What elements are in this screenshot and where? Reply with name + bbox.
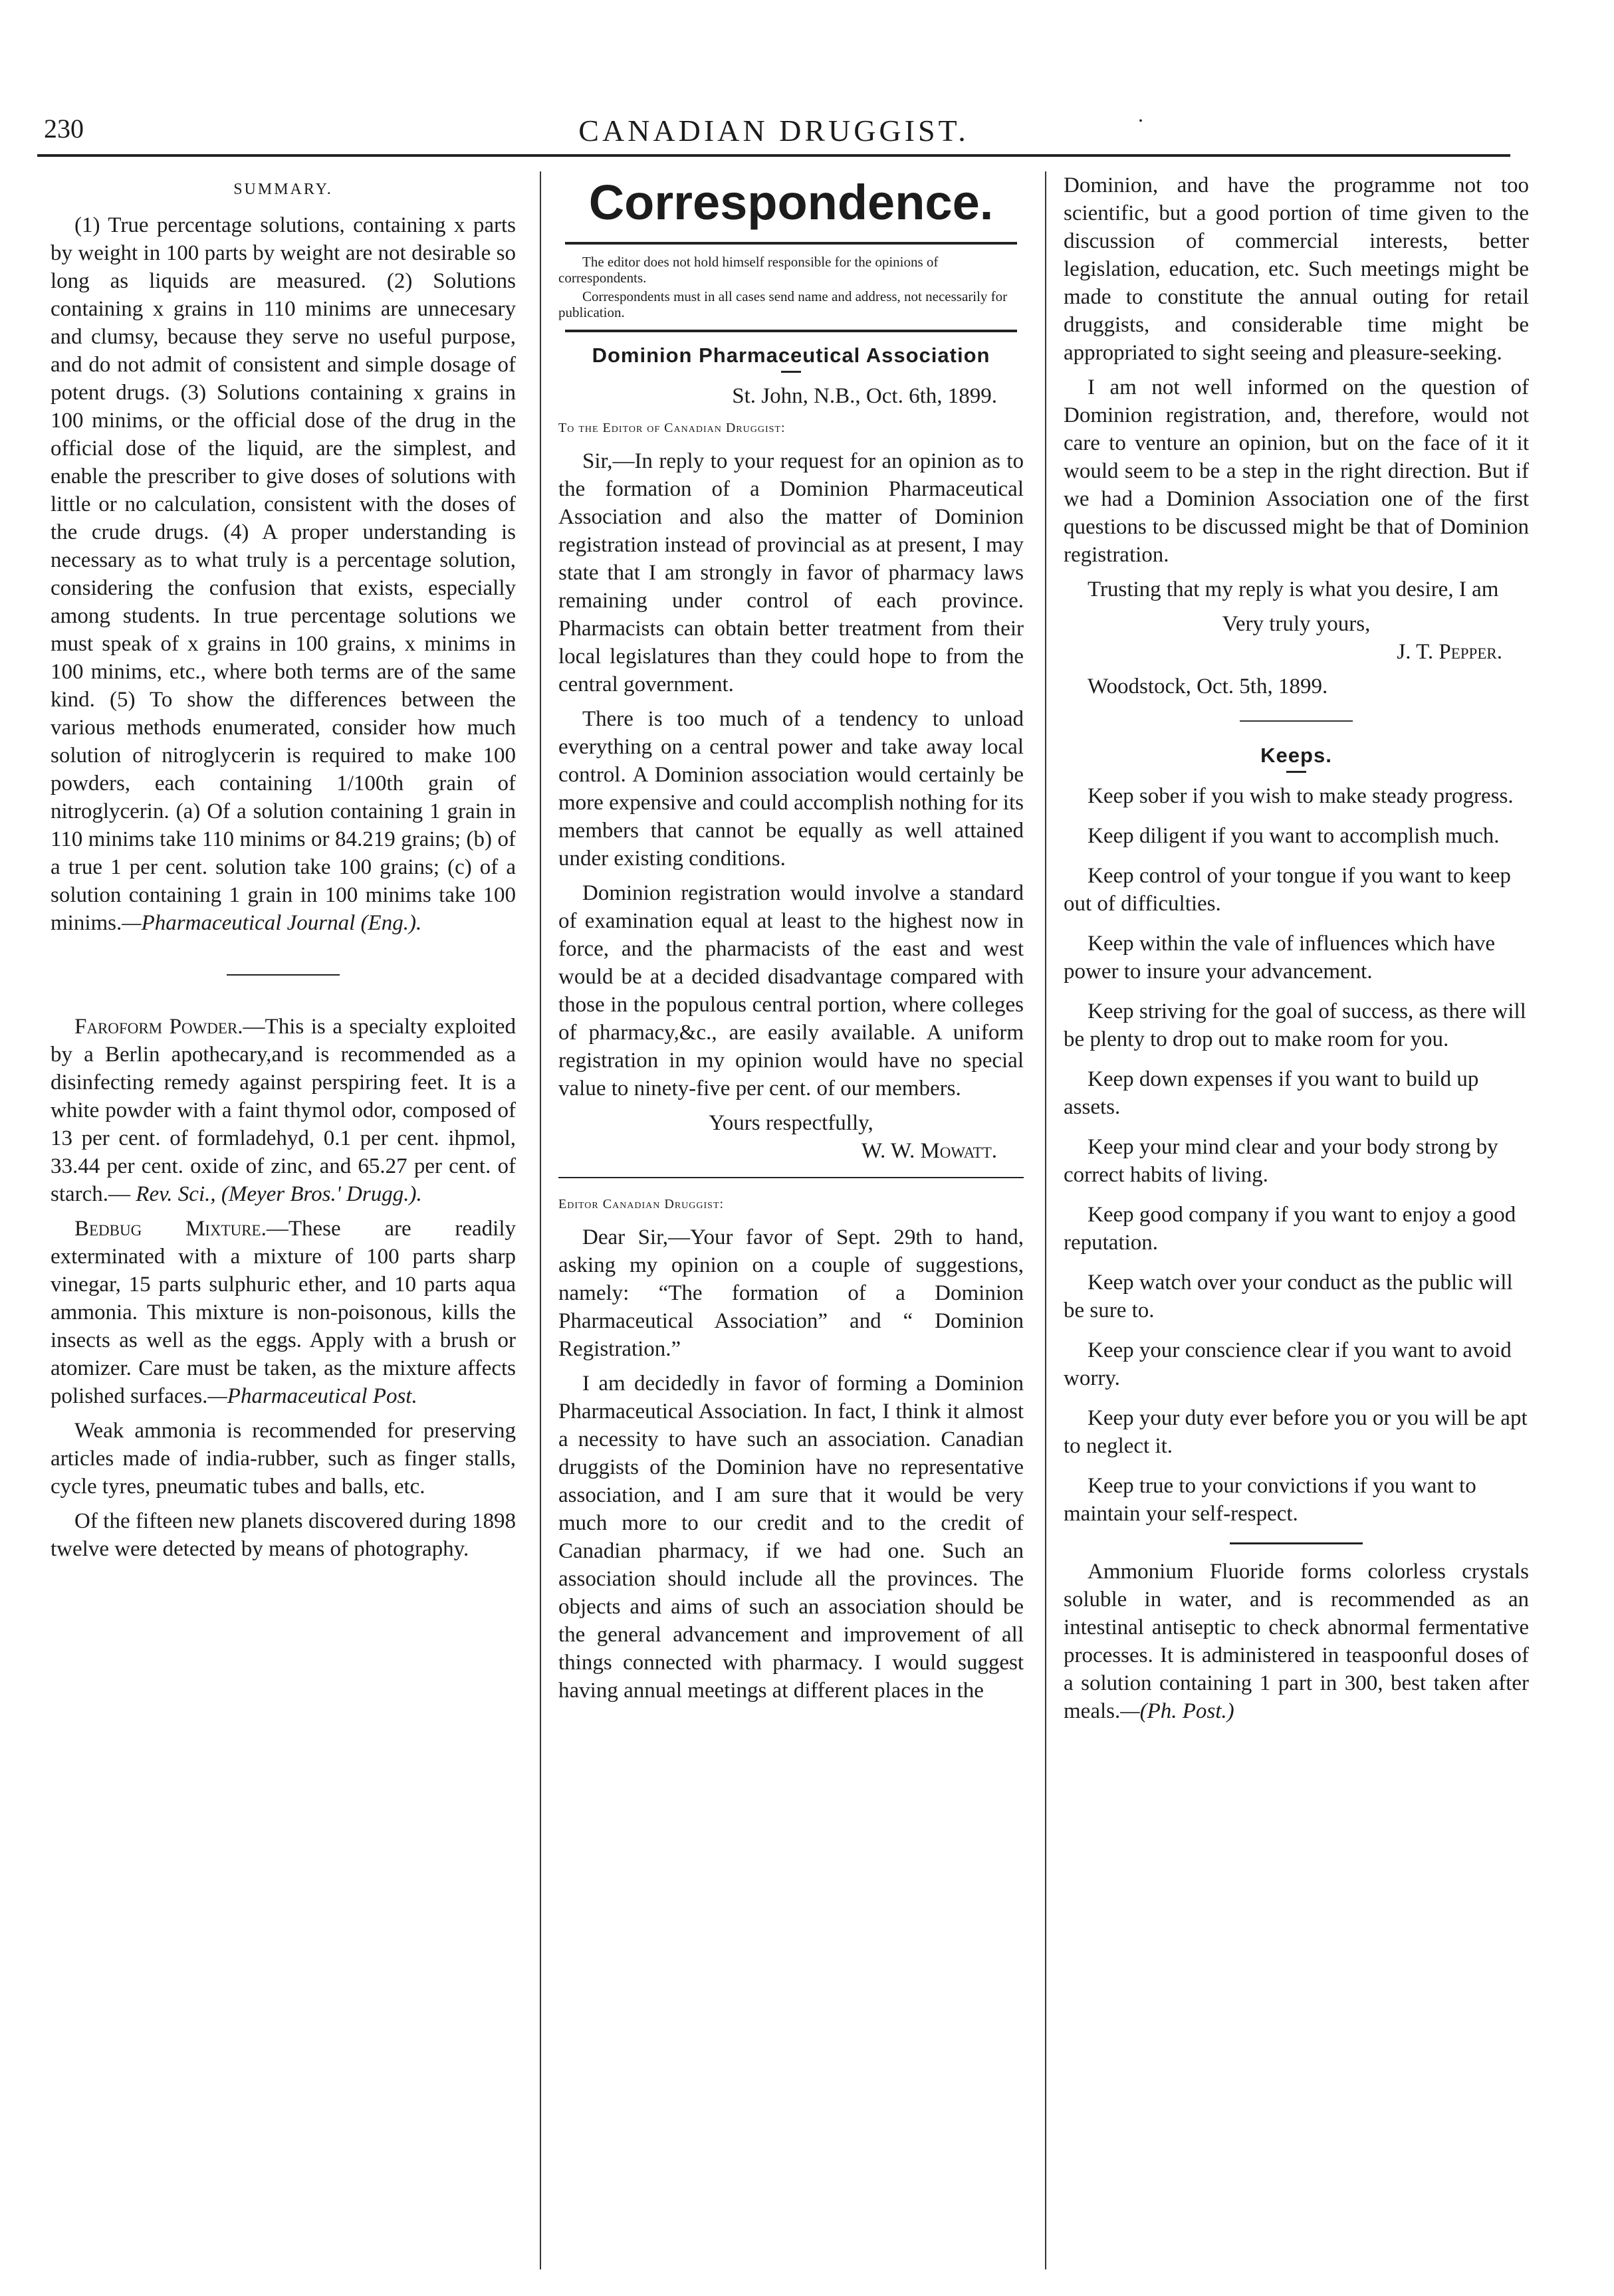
fluoride-text: Ammonium Fluoride forms colorless crystals soluble in water, and is recommended as an intestinal antiseptic to check abnormal fermentative processes. It is administered in teaspoonful doses of a solution containing 1 part in 300, best taken after meals.: [1064, 1560, 1529, 1723]
section-heading: Dominion Pharmaceutical Association: [592, 344, 990, 367]
heading-dash: [781, 371, 801, 373]
bedbug-source: —Pharmaceutical Post.: [207, 1384, 417, 1408]
fluoride-source: —(Ph. Post.): [1120, 1699, 1234, 1723]
keep-item: Keep striving for the goal of success, as there will be plenty to drop out to make room for you.: [1064, 999, 1526, 1051]
keep-item: Keep diligent if you want to accomplish much.: [1088, 824, 1500, 848]
letter2-closing: Very truly yours,: [1222, 612, 1371, 636]
right-column: [1064, 171, 1529, 2269]
letter2-paragraph-2: I am decidedly in favor of forming a Dominion Pharmaceutical Association. In fact, I think it almost a necessity to have such an association. Canadian druggists of the Dominion have no representative association, and I am sure that it would be very much more to our credit and to the credit of Canadian pharmacy, if we had one. Such an association should include all the provinces. The objects and aims of such an association should be the general advancement and improvement of all things connected with pharmacy. I would suggest having annual meetings at different places in the: [558, 1372, 1024, 1703]
header-rule: [37, 154, 1510, 157]
letter2-paragraph-3: I am not well informed on the question of Dominion registration, and, therefore, would not care to venture an opinion, but on the face of it it would seem to be a step in the right direction. But if we had a Dominion Association one of the first questions to be discussed might be that of Dominion registration.: [1064, 375, 1529, 567]
bedbug-title: Bedbug Mixture.: [74, 1217, 267, 1241]
letter1-dateline: St. John, N.B., Oct. 6th, 1899.: [732, 384, 997, 408]
keeps-heading: Keeps.: [1260, 744, 1332, 767]
page-header: [37, 102, 1510, 152]
letter1-paragraph-3: Dominion registration would involve a standard of examination equal at least to the highest now in force, and the pharmacists of the east and west would be at a decided disadvantage compared with those in the populous central portion, where colleges of pharmacy,&c., are easily available. A uniform registration in my opinion would have no special value to ninety-five per cent. of our members.: [558, 881, 1024, 1100]
letter2-paragraph-1: Dear Sir,—Your favor of Sept. 29th to hand, asking my opinion on a couple of suggestions, namely: “The formation of a Dominion Pharmaceutical Association” and “ Dominion Registration.”: [558, 1225, 1024, 1361]
letter1-paragraph-1: Sir,—In reply to your request for an opinion as to the formation of a Dominion Pharmaceutical Association and also the matter of Dominion registration instead of provincial as at present, I may state that I am strongly in favor of pharmacy laws remaining under control of each province. Pharmacists can obtain better treatment from their local legislatures than they could hope to from the central government.: [558, 449, 1024, 696]
letter2-place: Woodstock, Oct. 5th, 1899.: [1088, 675, 1328, 698]
keep-item: Keep true to your convictions if you want to maintain your self-respect.: [1064, 1474, 1476, 1526]
summary-text: (1) True percentage solutions, containing x parts by weight in 100 parts by weight are not desirable so long as liquids are measured. (2) Solutions containing x grains in 110 minims are unnecesary and clumsy, because they serve no useful purpose, and do not admit of consistent and simple dosage of potent drugs. (3) Solutions containing x grains in 100 minims, or the official dose of the drug in the official dose of the liquid, are the simplest, and enable the prescriber to give doses of solutions with little or no calculation, consistent with the doses of the crude drugs. (4) A proper understanding is necessary as to what truly is a percentage solution, considering the confusion that exists, especially among students. In true percentage solutions we must speak of x grains in 100 grains, x minims in 100 minims, etc., where both terms are of the same kind. (5) To show the differences between the various methods enumerated, consider how much solution of nitroglycerin is required to make 100 powders, each containing 1/100th grain of nitroglycerin. (a) Of a solution containing 1 grain in 110 minims take 110 minims or 84.219 grains; (b) of a true 1 per cent. solution take 100 grains; (c) of a solution containing 1 grain in 100 minims take 100 minims.: [51, 213, 516, 935]
column-divider-right: [1045, 171, 1046, 2269]
faroform-title: Faroform Powder.: [74, 1015, 243, 1039]
editor-note-1: The editor does not hold himself responsible for the opinions of correspondents.: [558, 254, 939, 286]
page-number: 230: [44, 114, 84, 144]
keep-item: Keep sober if you wish to make steady progress.: [1088, 784, 1514, 808]
planets-paragraph: Of the fifteen new planets discovered during 1898 twelve were detected by means of photography.: [51, 1509, 516, 1561]
bedbug-text: —These are readily exterminated with a mixture of 100 parts sharp vinegar, 15 parts sulphuric ether, and 10 parts aqua ammonia. This mixture is non-poisonous, kills the insects as well as the eggs. Apply with a brush or atomizer. Care must be taken, as the mixture affects polished surfaces.: [51, 1217, 516, 1408]
correspondence-title: Correspondence.: [588, 175, 994, 230]
middle-column: [558, 171, 1024, 2269]
letter1-address: To the Editor of Canadian Druggist:: [558, 421, 786, 435]
ammonia-paragraph: Weak ammonia is recommended for preserving articles made of india-rubber, such as finger stalls, cycle tyres, pneumatic tubes and balls, etc.: [51, 1419, 516, 1499]
left-column: [51, 171, 516, 2269]
faroform-source: Rev. Sci., (Meyer Bros.' Drugg.).: [136, 1182, 422, 1206]
keep-item: Keep your conscience clear if you want to avoid worry.: [1064, 1338, 1512, 1390]
fluoride-paragraph: [1064, 1558, 1529, 1725]
keep-item: Keep watch over your conduct as the public will be sure to.: [1064, 1271, 1513, 1322]
editor-note-2: Correspondents must in all cases send name and address, not necessarily for publication.: [558, 288, 1008, 320]
column-divider-left: [540, 171, 541, 2269]
bedbug-paragraph: [51, 1215, 516, 1410]
faroform-text: —This is a specialty exploited by a Berlin apothecary,and is recommended as a disinfecting remedy against perspiring feet. It is a white powder with a faint thymol odor, composed of 13 per cent. of formladehyd, 0.1 per cent. ihpmol, 33.44 per cent. oxide of zinc, and 65.27 per cent. of starch.—: [51, 1015, 516, 1206]
keep-item: Keep down expenses if you want to build up assets.: [1064, 1067, 1479, 1119]
title-rule: [565, 242, 1017, 245]
keep-item: Keep your duty ever before you or you will be apt to neglect it.: [1064, 1406, 1528, 1458]
letter-separator: [558, 1177, 1024, 1178]
printer-dot: .: [1138, 102, 1143, 126]
section-separator: [227, 974, 340, 976]
summary-heading: SUMMARY.: [233, 181, 333, 198]
letter2-signature: J. T. Pepper.: [1397, 640, 1502, 664]
summary-source: —Pharmaceutical Journal (Eng.).: [122, 911, 422, 935]
letter1-signature: W. W. Mowatt.: [861, 1139, 997, 1163]
keep-item: Keep good company if you want to enjoy a good reputation.: [1064, 1203, 1516, 1255]
keeps-separator: [1240, 720, 1353, 722]
notes-rule: [565, 330, 1017, 332]
summary-paragraph: [51, 211, 516, 937]
letter1-closing: Yours respectfully,: [709, 1111, 873, 1135]
keep-item: Keep your mind clear and your body strong by correct habits of living.: [1064, 1135, 1498, 1187]
fluoride-separator: [1230, 1542, 1363, 1544]
keeps-dash: [1286, 771, 1306, 773]
letter2-paragraph-4: Trusting that my reply is what you desire, I am: [1088, 577, 1499, 601]
keep-item: Keep within the vale of influences which have power to insure your advancement.: [1064, 932, 1496, 984]
faroform-paragraph: [51, 1013, 516, 1208]
letter2-address: Editor Canadian Druggist:: [558, 1197, 725, 1211]
running-title: CANADIAN DRUGGIST.: [578, 114, 969, 148]
letter2-continuation: Dominion, and have the programme not too scientific, but a good portion of time given to the discussion of commercial interests, better legislation, education, etc. Such meetings might be made to constitute the annual outing for retail druggists, and considerable time might be appropriated to sight seeing and pleasure-seeking.: [1064, 173, 1529, 365]
letter1-paragraph-2: There is too much of a tendency to unload everything on a central power and take away local control. A Dominion association would certainly be more expensive and could accomplish nothing for its members that cannot be equally as well attained under existing conditions.: [558, 707, 1024, 871]
keep-item: Keep control of your tongue if you want to keep out of difficulties.: [1064, 864, 1511, 916]
